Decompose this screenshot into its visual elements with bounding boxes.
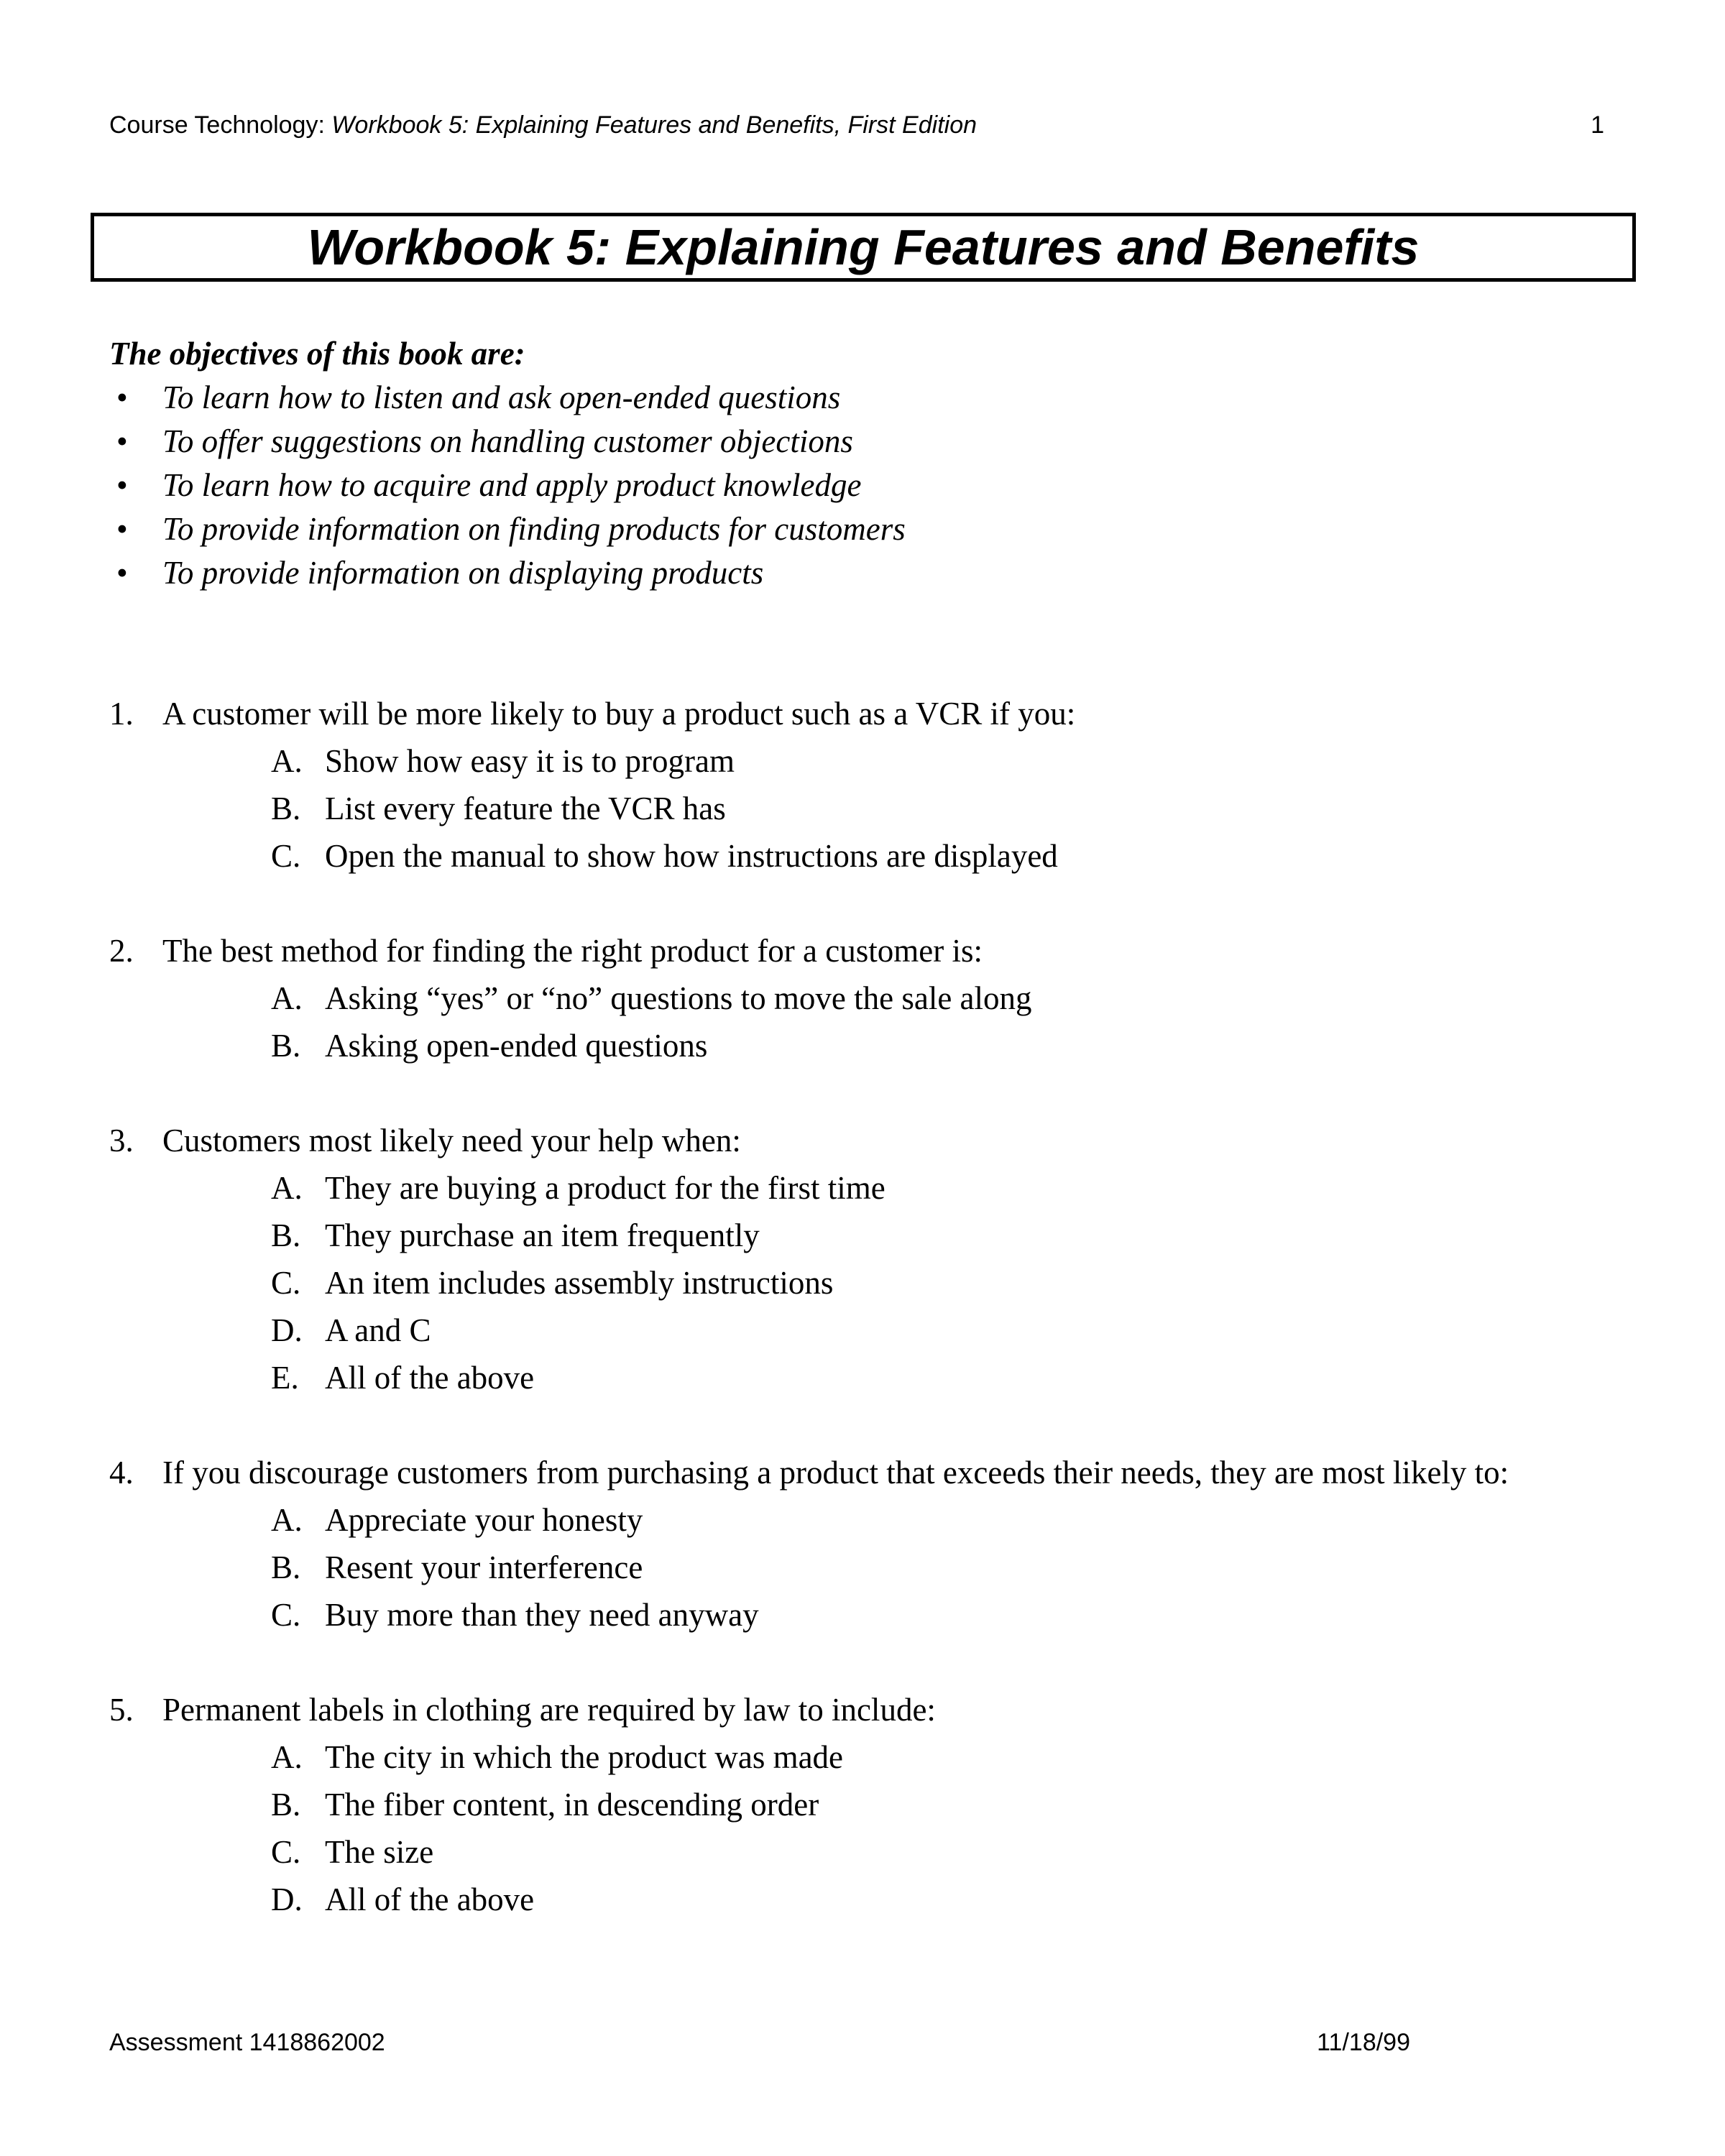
question-3 <box>109 1117 1626 1401</box>
assessment-id: Assessment 1418862002 <box>109 2029 385 2056</box>
option-letter: B. <box>271 1549 301 1585</box>
footer-date: 11/18/99 <box>1317 2029 1410 2056</box>
question-text: Customers most likely need your help when: <box>162 1123 741 1158</box>
option-letter: A. <box>271 743 303 779</box>
question-number: 1. <box>109 696 134 732</box>
question-4 <box>109 1449 1626 1639</box>
option-text: They are buying a product for the first time <box>325 1170 886 1206</box>
answer-option <box>109 1781 1626 1828</box>
bullet-icon: • <box>116 467 128 503</box>
question-2 <box>109 927 1626 1069</box>
question-text: If you discourage customers from purchasing a product that exceeds their needs, they are most likely to: <box>162 1455 1509 1491</box>
option-text: The size <box>325 1834 434 1870</box>
questions-section <box>109 690 1626 1971</box>
option-text: Open the manual to show how instructions are displayed <box>325 838 1058 874</box>
option-text: List every feature the VCR has <box>325 791 726 826</box>
option-letter: C. <box>271 1834 301 1870</box>
option-letter: A. <box>271 1502 303 1538</box>
objective-text: To provide information on displaying products <box>162 555 764 591</box>
bullet-icon: • <box>116 555 128 591</box>
answer-option <box>109 1354 1626 1401</box>
objective-item <box>109 551 1619 595</box>
answer-options <box>109 1733 1626 1923</box>
answer-option <box>109 1259 1626 1307</box>
option-text: A and C <box>325 1312 431 1348</box>
question-number: 3. <box>109 1123 134 1158</box>
answer-option <box>109 737 1626 785</box>
answer-option <box>109 1828 1626 1876</box>
question-stem <box>109 1449 1626 1496</box>
page-footer <box>109 2027 1410 2058</box>
answer-option <box>109 832 1626 880</box>
option-text: All of the above <box>325 1881 535 1917</box>
question-5 <box>109 1686 1626 1923</box>
objective-item <box>109 420 1619 464</box>
option-text: They purchase an item frequently <box>325 1217 760 1253</box>
answer-option <box>109 785 1626 832</box>
option-text: Asking open-ended questions <box>325 1028 708 1064</box>
question-text: The best method for finding the right product for a customer is: <box>162 933 983 969</box>
option-letter: A. <box>271 1170 303 1206</box>
header-book-title: Workbook 5: Explaining Features and Benefits, First Edition <box>331 111 978 139</box>
bullet-icon: • <box>116 379 128 415</box>
objective-text: To offer suggestions on handling customer objections <box>162 423 853 459</box>
page-number: 1 <box>1591 111 1604 139</box>
objectives-section <box>109 332 1619 595</box>
option-letter: B. <box>271 1028 301 1064</box>
answer-option <box>109 1544 1626 1591</box>
option-text: Resent your interference <box>325 1549 643 1585</box>
answer-option <box>109 1022 1626 1069</box>
page-header <box>109 109 1604 141</box>
option-letter: B. <box>271 1217 301 1253</box>
objectives-heading: The objectives of this book are: <box>109 336 525 372</box>
answer-options <box>109 737 1626 880</box>
objective-item <box>109 507 1619 551</box>
option-text: Appreciate your honesty <box>325 1502 643 1538</box>
answer-options <box>109 1164 1626 1401</box>
question-text: Permanent labels in clothing are required by law to include: <box>162 1692 936 1728</box>
option-letter: B. <box>271 1787 301 1823</box>
answer-option <box>109 1212 1626 1259</box>
objective-item <box>109 464 1619 507</box>
option-text: Buy more than they need anyway <box>325 1597 759 1633</box>
option-text: The city in which the product was made <box>325 1739 844 1775</box>
option-text: The fiber content, in descending order <box>325 1787 819 1823</box>
bullet-icon: • <box>116 423 128 459</box>
question-stem <box>109 690 1626 737</box>
bullet-icon: • <box>116 511 128 547</box>
answer-option <box>109 1876 1626 1923</box>
objective-text: To learn how to acquire and apply product knowledge <box>162 467 862 503</box>
page-title: Workbook 5: Explaining Features and Benefits <box>91 213 1636 282</box>
answer-option <box>109 1733 1626 1781</box>
option-text: All of the above <box>325 1360 535 1396</box>
answer-option <box>109 975 1626 1022</box>
answer-option <box>109 1164 1626 1212</box>
answer-options <box>109 1496 1626 1639</box>
option-letter: B. <box>271 791 301 826</box>
objective-text: To learn how to listen and ask open-ended questions <box>162 379 841 415</box>
option-text: An item includes assembly instructions <box>325 1265 834 1301</box>
question-number: 5. <box>109 1692 134 1728</box>
option-letter: D. <box>271 1312 303 1348</box>
header-prefix: Course Technology: <box>109 111 332 139</box>
objectives-list <box>109 376 1619 595</box>
option-letter: A. <box>271 980 303 1016</box>
question-stem <box>109 1686 1626 1733</box>
option-letter: C. <box>271 1597 301 1633</box>
option-letter: A. <box>271 1739 303 1775</box>
option-text: Show how easy it is to program <box>325 743 735 779</box>
answer-options <box>109 975 1626 1069</box>
question-number: 4. <box>109 1455 134 1491</box>
option-letter: D. <box>271 1881 303 1917</box>
question-stem <box>109 1117 1626 1164</box>
answer-option <box>109 1307 1626 1354</box>
objective-item <box>109 376 1619 420</box>
question-number: 2. <box>109 933 134 969</box>
objective-text: To provide information on finding products for customers <box>162 511 906 547</box>
answer-option <box>109 1496 1626 1544</box>
option-letter: C. <box>271 838 301 874</box>
answer-option <box>109 1591 1626 1639</box>
question-1 <box>109 690 1626 880</box>
option-letter: C. <box>271 1265 301 1301</box>
option-letter: E. <box>271 1360 299 1396</box>
option-text: Asking “yes” or “no” questions to move the sale along <box>325 980 1032 1016</box>
question-stem <box>109 927 1626 975</box>
question-text: A customer will be more likely to buy a product such as a VCR if you: <box>162 696 1076 732</box>
